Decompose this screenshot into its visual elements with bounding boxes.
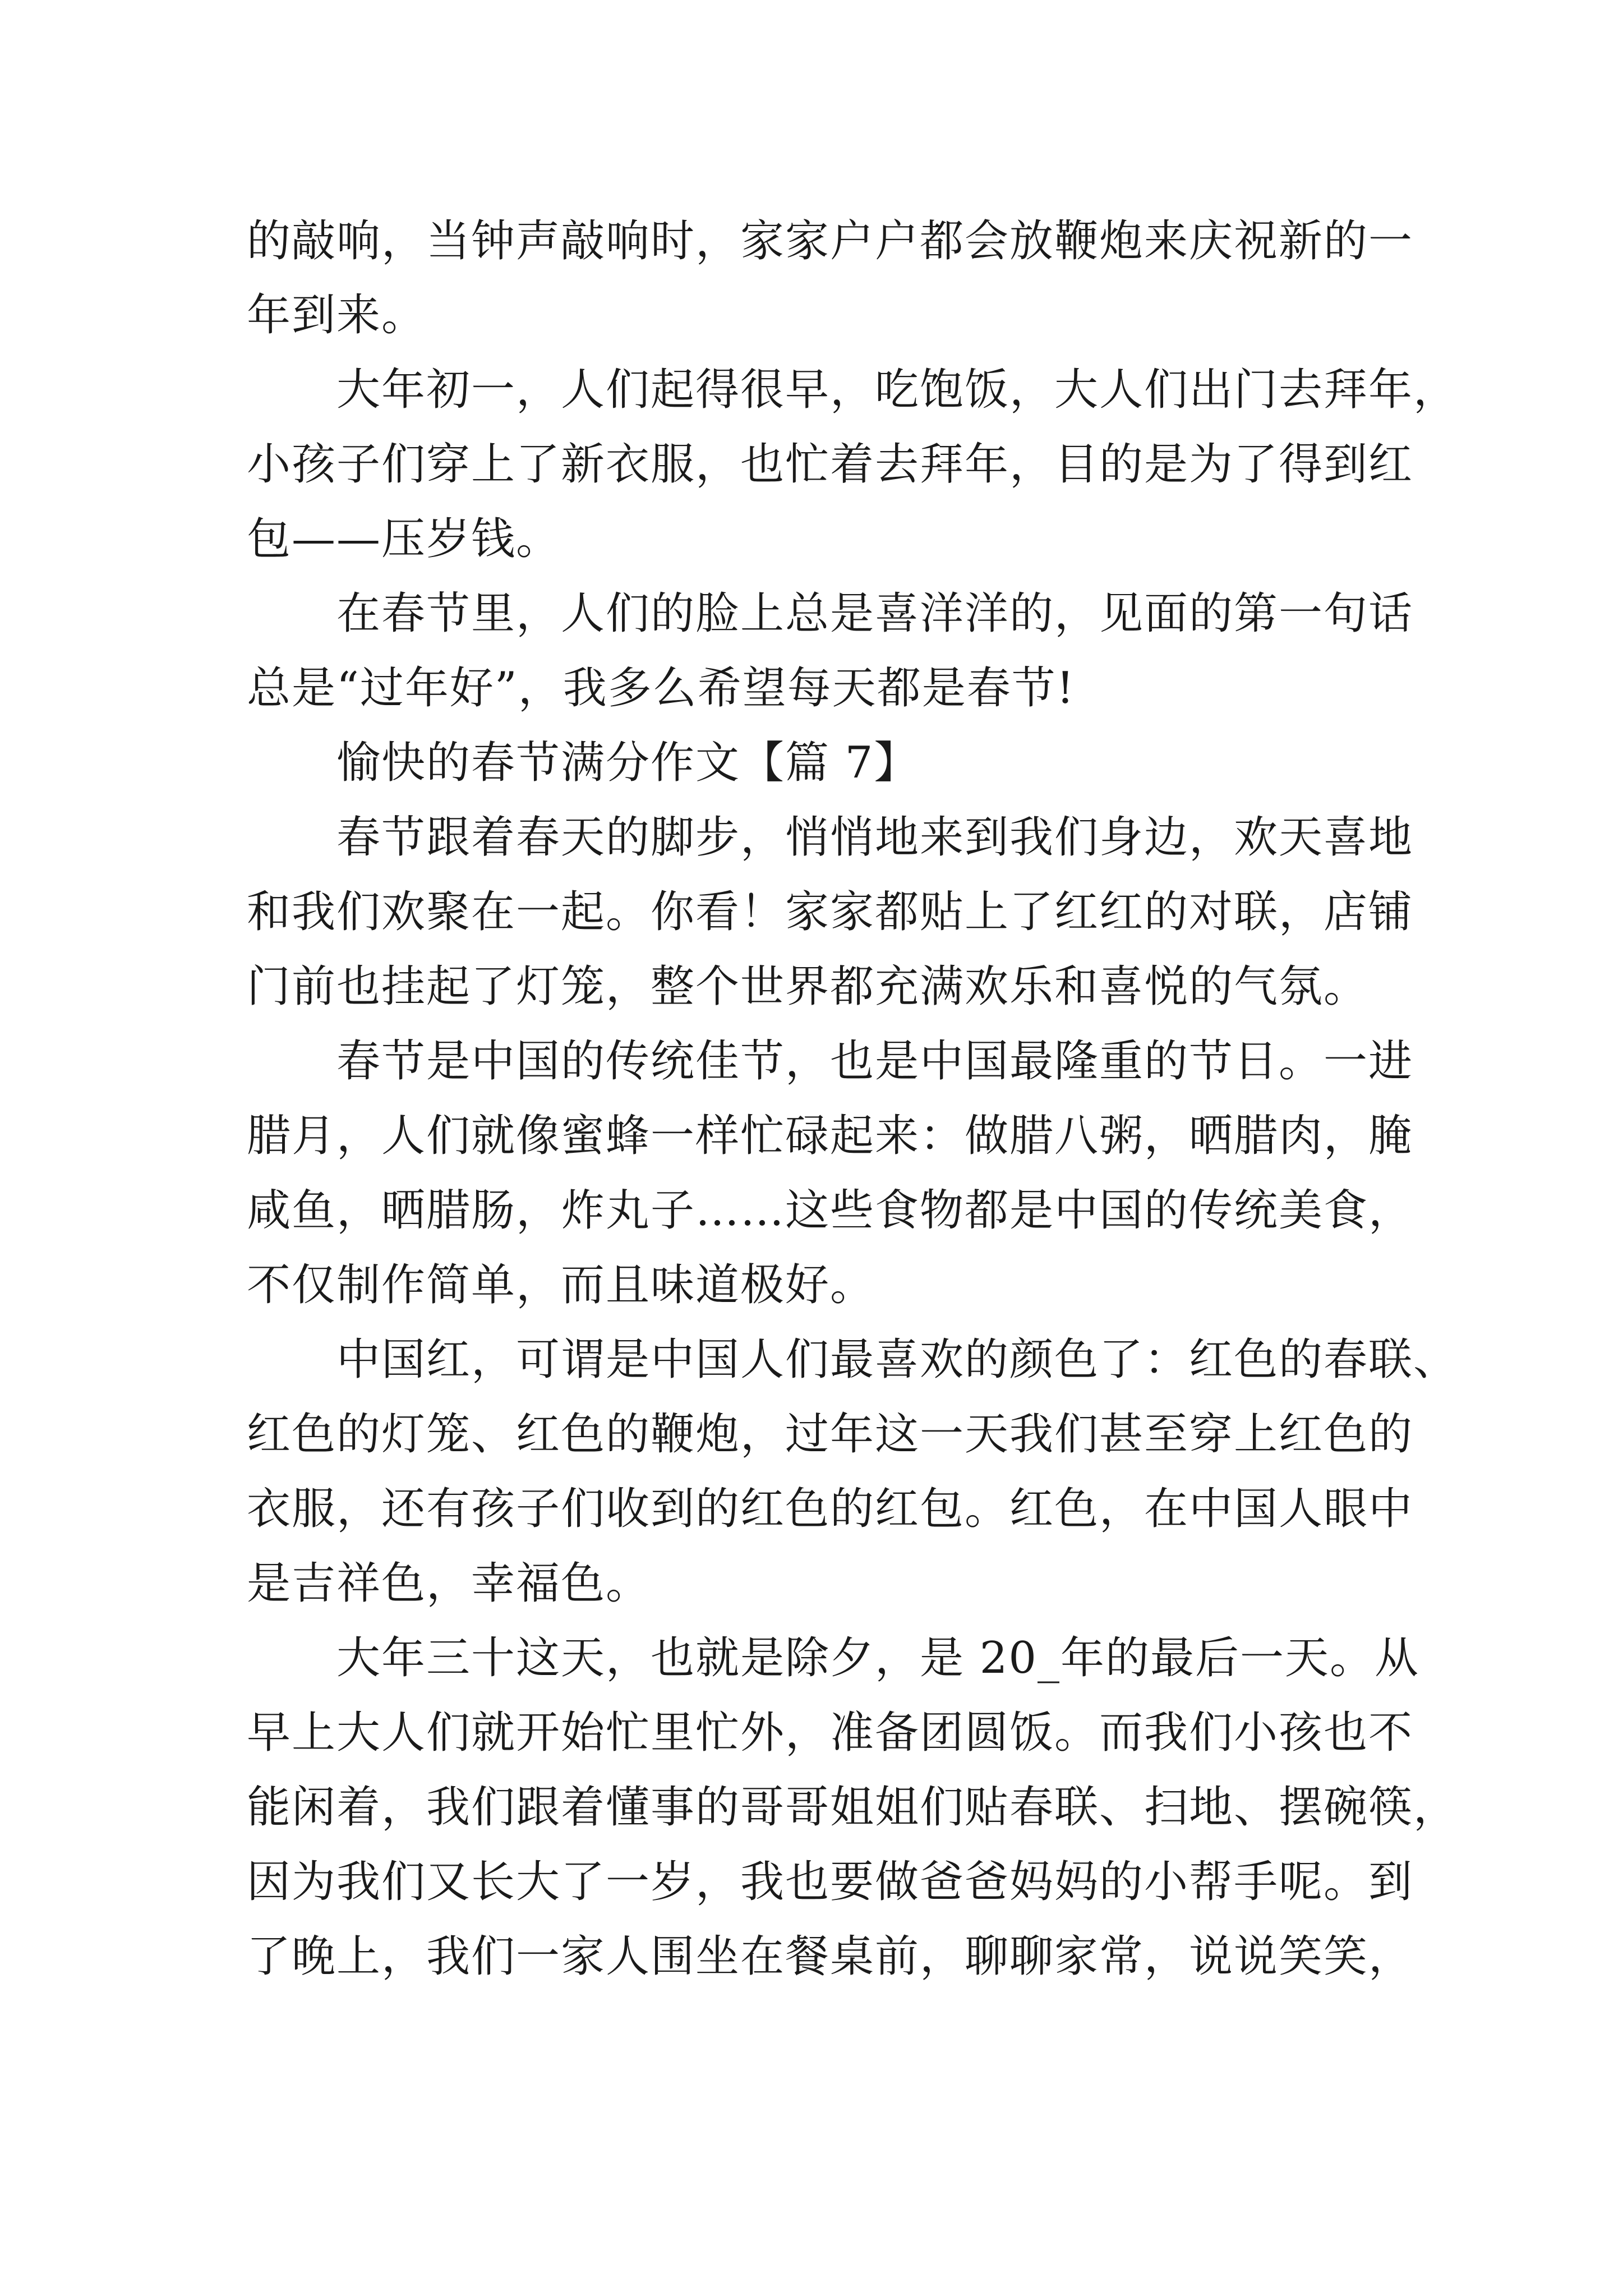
text-line: 门前也挂起了灯笼，整个世界都充满欢乐和喜悦的气氛。	[247, 961, 1369, 1012]
text-line: 早上大人们就开始忙里忙外，准备团圆饭。而我们小孩也不	[247, 1708, 1414, 1758]
text-line: 能闲着，我们跟着懂事的哥哥姐姐们贴春联、扫地、摆碗筷，	[247, 1782, 1459, 1833]
text-line: 咸鱼，晒腊肠，炸丸子……这些食物都是中国的传统美食，	[247, 1185, 1414, 1236]
text-line: 是吉祥色，幸福色。	[247, 1558, 651, 1609]
section-heading: 愉快的春节满分作文【篇 7】	[336, 738, 919, 788]
paragraph-line: 在春节里，人们的脸上总是喜洋洋的，见面的第一句话	[336, 588, 1414, 639]
text-line: 衣服，还有孩子们收到的红色的红包。红色，在中国人眼中	[247, 1484, 1414, 1534]
paragraph-line: 大年三十这天，也就是除夕，是 20_年的最后一天。从	[336, 1633, 1420, 1683]
text-line: 腊月，人们就像蜜蜂一样忙碌起来：做腊八粥，晒腊肉，腌	[247, 1111, 1414, 1161]
text-line: 和我们欢聚在一起。你看！家家都贴上了红红的对联，店铺	[247, 887, 1414, 937]
text-line: 年到来。	[247, 290, 427, 341]
text-line: 的敲响，当钟声敲响时，家家户户都会放鞭炮来庆祝新的一	[247, 216, 1414, 266]
text-line: 包——压岁钱。	[247, 514, 561, 564]
text-line: 红色的灯笼、红色的鞭炮，过年这一天我们甚至穿上红色的	[247, 1409, 1414, 1460]
text-line: 小孩子们穿上了新衣服，也忙着去拜年，目的是为了得到红	[247, 439, 1414, 490]
text-line: 不仅制作简单，而且味道极好。	[247, 1260, 875, 1310]
paragraph-line: 大年初一，人们起得很早，吃饱饭，大人们出门去拜年，	[336, 365, 1459, 415]
paragraph-line: 春节是中国的传统佳节，也是中国最隆重的节日。一进	[336, 1036, 1414, 1087]
text-line: 总是“过年好”，我多么希望每天都是春节!	[247, 663, 1076, 714]
text-line: 了晚上，我们一家人围坐在餐桌前，聊聊家常，说说笑笑，	[247, 1931, 1414, 1982]
text-line: 因为我们又长大了一岁，我也要做爸爸妈妈的小帮手呢。到	[247, 1857, 1414, 1907]
paragraph-line: 春节跟着春天的脚步，悄悄地来到我们身边，欢天喜地	[336, 812, 1414, 863]
paragraph-line: 中国红，可谓是中国人们最喜欢的颜色了：红色的春联、	[336, 1335, 1459, 1385]
